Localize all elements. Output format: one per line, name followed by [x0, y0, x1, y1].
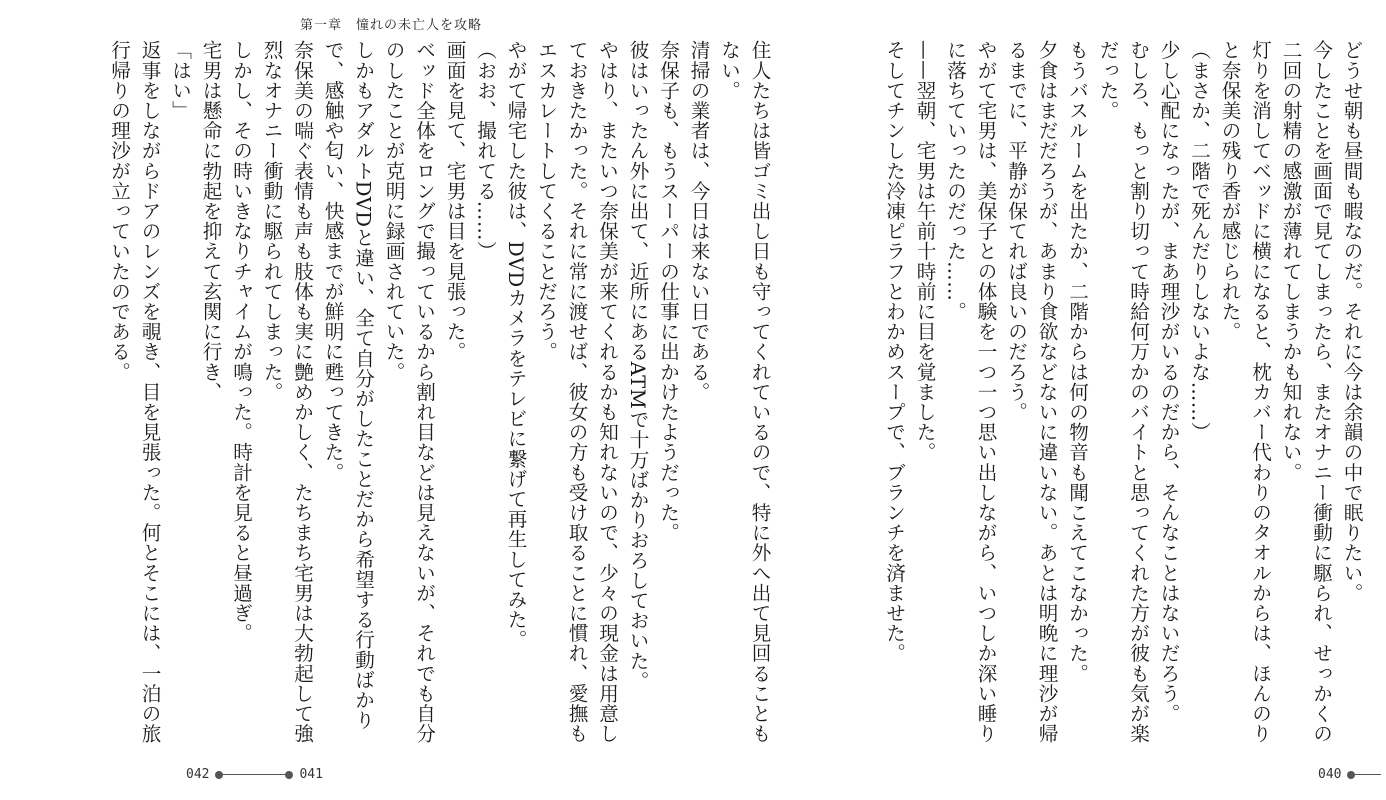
paragraph: むしろ、もっと割り切って時給何万かのバイトと思ってくれた方が彼も気が楽だった。 [1096, 40, 1150, 744]
paragraph: 今したことを画面で見てしまったら、またオナニー衝動に駆られ、せっかくの二回の射精の感激が薄れてしまうかも知れない。 [1279, 40, 1333, 744]
folio-dot-icon [285, 771, 293, 779]
paragraph: どうせ朝も昼間も暇なのだ。それに今は余韻の中で眠りたい。 [1340, 40, 1363, 603]
paragraph: （おお、撮れてる……） [473, 40, 497, 262]
paragraph: 清掃の業者は、今日は来ない日である。 [687, 40, 710, 402]
paragraph: 少し心配になったが、まあ理沙がいるのだから、そんなことはないだろう。 [1157, 40, 1180, 724]
right-page-body [882, 40, 1366, 760]
paragraph: 彼はいったん外に出て、近所にあるATMで十万ばかりおろしておいた。 [626, 40, 649, 691]
paragraph: 夕食はまだだろうが、あまり食欲などないに違いない。あとは明晩に理沙が帰るまでに、平静が保てれば良いのだろう。 [1004, 40, 1058, 744]
paragraph: そしてチンした冷凍ピラフとわかめスープで、ブランチを済ませた。 [882, 40, 906, 664]
page-number-040: 040 [1318, 767, 1342, 782]
left-page-body [54, 40, 774, 760]
chapter-title: 憧れの未亡人を攻略 [356, 18, 483, 33]
paragraph: 宅男は懸命に勃起を抑えて玄関に行き、 [199, 40, 222, 402]
paragraph: 「はい」 [168, 40, 192, 121]
paragraph: 返事をしながらドアのレンズを覗き、目を見張った。何とそこには、一泊の旅行帰りの理沙が立っていたのである。 [107, 40, 161, 744]
chapter-header [300, 14, 482, 33]
page-number-041: 041 [299, 767, 323, 782]
paragraph: （まさか、二階で死んだりしないよな……） [1187, 40, 1211, 442]
paragraph: 住人たちは皆ゴミ出し日も守ってくれているので、特に外へ出て見回ることもない。 [717, 40, 771, 744]
folio-line [1355, 774, 1381, 775]
paragraph: しかもアダルトDVDと違い、全て自分がしたことだから希望する行動ばかりで、感触や匂い、快感までが鮮明に甦ってきた。 [321, 40, 375, 730]
paragraph: 灯りを消してベッドに横になると、枕カバー代わりのタオルからは、ほんのりと奈保美の残り香が感じられた。 [1218, 40, 1272, 744]
folio-dot-icon [215, 771, 223, 779]
folio-dot-icon [1347, 771, 1355, 779]
paragraph: もうバスルームを出たか、二階からは何の物音も聞こえてこなかった。 [1065, 40, 1089, 684]
chapter-number: 第一章 [300, 18, 343, 33]
paragraph: やはり、またいつ奈保美が来てくれるかも知れないので、少々の現金は用意しておきたかった。それに常に渡せば、彼女の方も受け取ることに慣れ、愛撫もエスカレートしてくることだろう。 [534, 40, 619, 744]
paragraph: ベッド全体をロングで撮っているから割れ目などは見えないが、それでも自分のしたことが克明に録画されていた。 [382, 40, 436, 744]
paragraph: しかし、その時いきなりチャイムが鳴った。時計を見ると昼過ぎ。 [229, 40, 253, 643]
folio-line [223, 774, 285, 775]
paragraph: やがて宅男は、美保子との体験を一つ一つ思い出しながら、いつしか深い睡りに落ちていったのだった……。 [943, 40, 997, 744]
folio-right [1318, 767, 1381, 782]
page-number-042: 042 [186, 767, 210, 782]
paragraph: 奈保子も、もうスーパーの仕事に出かけたようだった。 [656, 40, 680, 543]
paragraph: 奈保美の喘ぐ表情も声も肢体も実に艶めかしく、たちまち宅男は大勃起して強烈なオナニー衝動に駆られてしまった。 [260, 40, 314, 744]
paragraph: ——翌朝、宅男は午前十時前に目を覚ました。 [913, 40, 936, 463]
folio-left-spread [186, 767, 323, 782]
paragraph: やがて帰宅した彼は、DVDカメラをテレビに繋げて再生してみた。 [504, 40, 527, 650]
paragraph: 画面を見て、宅男は目を見張った。 [443, 40, 466, 362]
